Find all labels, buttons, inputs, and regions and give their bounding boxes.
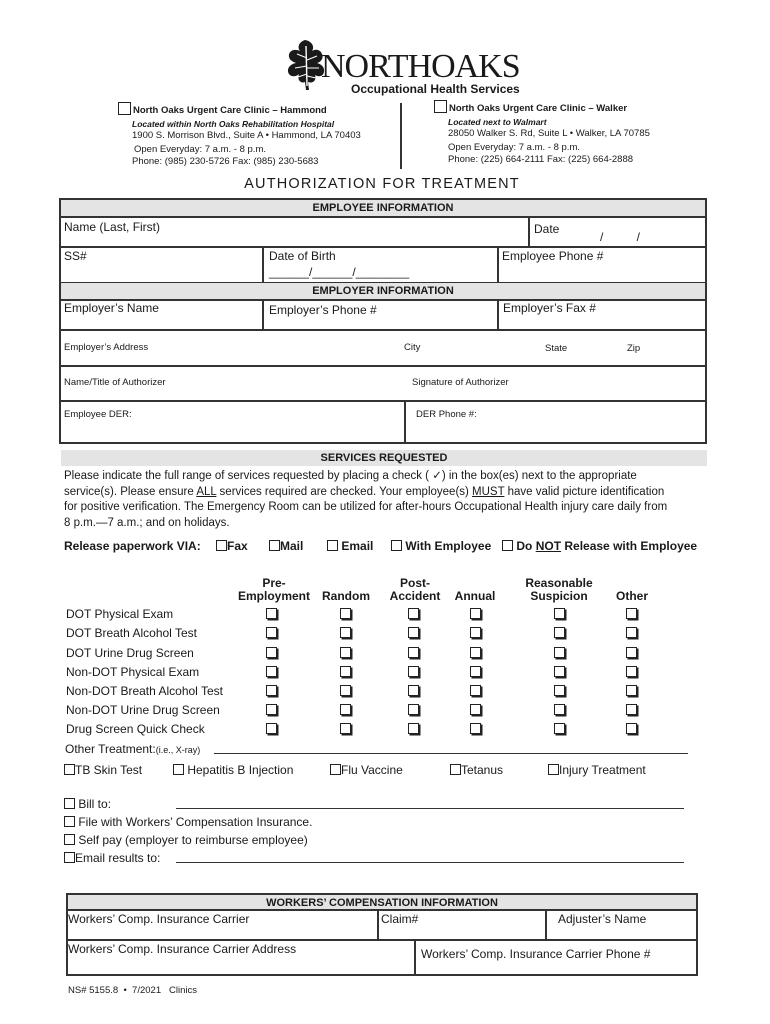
logo-wordmark: NORTHOAKS: [321, 48, 520, 85]
col-text: Employment: [237, 589, 310, 603]
employer-name-label: Employer’s Name: [64, 301, 159, 315]
wc-carrier-address-label: Workers’ Comp. Insurance Carrier Address: [68, 942, 297, 956]
flu-vaccine[interactable]: [330, 763, 403, 777]
employee-name-field[interactable]: [62, 234, 527, 246]
injury-treatment-checkbox[interactable]: [548, 764, 559, 775]
dob-label: Date of Birth: [269, 249, 336, 263]
col-text: Suspicion: [530, 589, 588, 603]
divider: [497, 246, 499, 282]
other-treatment: [65, 742, 200, 756]
date-label: Date: [534, 222, 560, 236]
services-instructions: [64, 469, 714, 531]
clinic-hammond: [118, 102, 361, 168]
wc-carrier-phone-label: Workers’ Comp. Insurance Carrier Phone #: [421, 947, 651, 961]
service-checkbox[interactable]: [340, 704, 351, 715]
service-checkbox[interactable]: [554, 608, 565, 619]
service-checkbox[interactable]: [554, 685, 565, 696]
service-checkbox[interactable]: [266, 704, 277, 715]
release-mail[interactable]: [269, 539, 303, 553]
employee-name-label: Name (Last, First): [64, 220, 161, 234]
bill-to-label: Bill to:: [78, 797, 112, 811]
hepatitis-b-checkbox[interactable]: [173, 764, 184, 775]
hepatitis-b-label: Hepatitis B Injection: [187, 763, 294, 777]
hepatitis-b[interactable]: [173, 763, 293, 777]
service-checkbox[interactable]: [266, 608, 277, 619]
bill-to[interactable]: [64, 797, 111, 811]
dob-field[interactable]: ______/______/________: [269, 265, 410, 279]
col-annual: [450, 590, 500, 603]
employer-info-header: EMPLOYER INFORMATION: [61, 283, 705, 299]
col-post-accident: [385, 577, 445, 603]
bill-to-checkbox[interactable]: [64, 798, 75, 809]
service-checkbox[interactable]: [266, 723, 277, 734]
bill-to-field[interactable]: [176, 808, 684, 809]
service-checkbox[interactable]: [470, 647, 481, 658]
divider: [61, 365, 705, 367]
instructions-line-2: [64, 485, 714, 501]
divider: [528, 216, 530, 246]
release-label: Release paperwork VIA:: [64, 539, 201, 553]
service-checkbox[interactable]: [554, 723, 565, 734]
release-mail-checkbox[interactable]: [269, 540, 280, 551]
email-results-checkbox[interactable]: [64, 852, 75, 863]
service-checkbox[interactable]: [340, 666, 351, 677]
service-checkbox[interactable]: [340, 647, 351, 658]
clinic-walker-hours: Open Everyday: 7 a.m. - 8 p.m.: [448, 142, 580, 153]
divider: [262, 299, 264, 329]
service-checkbox[interactable]: [626, 666, 637, 677]
divider: [262, 246, 264, 282]
der-label: Employee DER:: [64, 409, 132, 420]
service-checkbox[interactable]: [626, 627, 637, 638]
service-row-label: DOT Breath Alcohol Test: [66, 626, 197, 640]
service-checkbox[interactable]: [470, 685, 481, 696]
clinic-hammond-checkbox[interactable]: [118, 102, 131, 115]
other-treatment-field[interactable]: [214, 753, 688, 754]
service-checkbox[interactable]: [626, 704, 637, 715]
service-checkbox[interactable]: [626, 685, 637, 696]
form-title: AUTHORIZATION FOR TREATMENT: [244, 176, 520, 192]
northoaks-logo: [283, 36, 523, 98]
divider: [61, 400, 705, 402]
divider: [68, 909, 696, 911]
self-pay[interactable]: [64, 833, 308, 847]
release-fax-checkbox[interactable]: [216, 540, 227, 551]
other-treatment-note: (i.e., X-ray): [155, 745, 201, 755]
col-pre-employment: [236, 577, 312, 603]
service-checkbox[interactable]: [408, 685, 419, 696]
wc-claim-label: Claim#: [381, 912, 419, 926]
service-checkbox[interactable]: [470, 666, 481, 677]
service-checkbox[interactable]: [626, 647, 637, 658]
zip-label: Zip: [627, 343, 641, 354]
release-not-checkbox[interactable]: [502, 540, 513, 551]
release-email-checkbox[interactable]: [327, 540, 338, 551]
divider: [61, 329, 705, 331]
clinic-walker: [434, 100, 650, 166]
clinic-hammond-hours: Open Everyday: 7 a.m. - 8 p.m.: [134, 144, 266, 155]
employer-fax-label: Employer’s Fax #: [503, 301, 596, 315]
service-checkbox[interactable]: [408, 666, 419, 677]
service-checkbox[interactable]: [340, 608, 351, 619]
self-pay-checkbox[interactable]: [64, 834, 75, 845]
logo-subtitle: Occupational Health Services: [351, 82, 520, 96]
release-not-underlined: NOT: [535, 539, 562, 553]
service-checkbox[interactable]: [626, 608, 637, 619]
service-checkbox[interactable]: [340, 723, 351, 734]
col-text: Other: [615, 589, 648, 603]
service-row-label: Non-DOT Urine Drug Screen: [66, 703, 220, 717]
authorizer-signature-label: Signature of Authorizer: [412, 377, 509, 388]
email-results-field[interactable]: [176, 862, 684, 863]
service-checkbox[interactable]: [554, 627, 565, 638]
form-footer: NS# 5155.8 • 7/2021 Clinics: [68, 985, 198, 996]
service-row-label: Drug Screen Quick Check: [66, 722, 205, 736]
services-header: SERVICES REQUESTED: [61, 450, 707, 466]
file-workers-comp-label: File with Workers’ Compensation Insurance.: [78, 815, 313, 829]
state-label: State: [545, 343, 568, 354]
tetanus-checkbox[interactable]: [450, 764, 461, 775]
date-field[interactable]: / /: [600, 230, 641, 244]
col-text: Pre-: [262, 576, 286, 590]
instructions-text: have valid picture identification: [504, 485, 665, 498]
service-checkbox[interactable]: [470, 627, 481, 638]
authorizer-label: Name/Title of Authorizer: [64, 377, 166, 388]
release-with-employee-checkbox[interactable]: [391, 540, 402, 551]
release-fax[interactable]: [216, 539, 248, 553]
divider: [404, 400, 406, 442]
service-row-label: DOT Physical Exam: [66, 607, 174, 621]
service-checkbox[interactable]: [266, 627, 277, 638]
service-checkbox[interactable]: [340, 685, 351, 696]
service-checkbox[interactable]: [626, 723, 637, 734]
divider: [61, 216, 705, 218]
clinic-hammond-name: North Oaks Urgent Care Clinic – Hammond: [133, 105, 327, 116]
col-other: [608, 590, 656, 603]
employee-phone-label: Employee Phone #: [502, 249, 604, 263]
instructions-line-1: Please indicate the full range of services requested by placing a check ( ✓) in the box(es) next to the appropriate: [64, 470, 637, 482]
self-pay-label: Self pay (employer to reimburse employee): [78, 833, 308, 847]
service-checkbox[interactable]: [408, 627, 419, 638]
flu-vaccine-checkbox[interactable]: [330, 764, 341, 775]
tb-skin-test-label: TB Skin Test: [75, 763, 143, 777]
clinic-walker-location: Located next to Walmart: [448, 117, 547, 127]
tetanus-label: Tetanus: [461, 763, 504, 777]
divider: [545, 909, 547, 939]
divider: [414, 939, 416, 974]
flu-vaccine-label: Flu Vaccine: [341, 763, 403, 777]
city-label: City: [404, 342, 421, 353]
clinic-hammond-location: Located within North Oaks Rehabilitation Hospital: [132, 119, 335, 129]
service-checkbox[interactable]: [340, 627, 351, 638]
release-email-label: Email: [341, 539, 374, 553]
col-text: Reasonable: [525, 576, 593, 590]
injury-treatment-label: Injury Treatment: [559, 763, 646, 777]
divider: [68, 939, 696, 941]
service-checkbox[interactable]: [408, 647, 419, 658]
employee-info-header: EMPLOYEE INFORMATION: [61, 200, 705, 216]
clinic-walker-phone: Phone: (225) 664-2111 Fax: (225) 664-2888: [448, 154, 634, 165]
clinic-walker-checkbox[interactable]: [434, 100, 447, 113]
service-checkbox[interactable]: [266, 685, 277, 696]
divider: [497, 299, 499, 329]
release-mail-label: Mail: [280, 539, 304, 553]
service-checkbox[interactable]: [266, 647, 277, 658]
instructions-all: ALL: [196, 485, 217, 498]
employer-phone-label: Employer’s Phone #: [269, 303, 377, 317]
release-not-with-employee[interactable]: [502, 539, 697, 553]
divider: [377, 909, 379, 939]
file-workers-comp[interactable]: [64, 815, 312, 829]
service-row-label: Non-DOT Physical Exam: [66, 665, 200, 679]
release-fax-label: Fax: [227, 539, 248, 553]
release-not-text: Release with Employee: [561, 539, 698, 553]
service-checkbox[interactable]: [408, 608, 419, 619]
tb-skin-test-checkbox[interactable]: [64, 764, 75, 775]
release-with-employee-label: With Employee: [405, 539, 492, 553]
col-text: Annual: [454, 589, 496, 603]
col-text: Post-: [400, 576, 430, 590]
service-row-label: Non-DOT Breath Alcohol Test: [66, 684, 223, 698]
other-treatment-label: Other Treatment:: [65, 742, 156, 756]
service-checkbox[interactable]: [470, 704, 481, 715]
instructions-text: service(s). Please ensure: [64, 485, 197, 498]
ssn-label: SS#: [64, 249, 87, 263]
release-not-text: Do: [516, 539, 536, 553]
service-checkbox[interactable]: [554, 704, 565, 715]
release-with-employee[interactable]: [391, 539, 491, 553]
wc-carrier-label: Workers’ Comp. Insurance Carrier: [68, 912, 250, 926]
clinic-hammond-address: 1900 S. Morrison Blvd., Suite A • Hammond, LA 70403: [132, 130, 361, 141]
service-checkbox[interactable]: [554, 647, 565, 658]
service-checkbox[interactable]: [470, 608, 481, 619]
service-checkbox[interactable]: [470, 723, 481, 734]
service-row-label: DOT Urine Drug Screen: [66, 646, 194, 660]
instructions-line-3: for positive verification. The Emergency Room can be utilized for after-hours Occupational Health injury care daily from: [64, 501, 668, 513]
file-workers-comp-checkbox[interactable]: [64, 816, 75, 827]
injury-treatment[interactable]: [548, 763, 646, 777]
service-checkbox[interactable]: [554, 666, 565, 677]
instructions-line-4: 8 p.m.—7 a.m.; and on holidays.: [64, 516, 230, 529]
col-reasonable-suspicion: [521, 577, 597, 603]
divider: [61, 246, 705, 248]
clinic-walker-name: North Oaks Urgent Care Clinic – Walker: [449, 103, 628, 114]
email-results-label: Email results to:: [75, 851, 161, 865]
clinic-walker-address: 28050 Walker S. Rd, Suite L • Walker, LA 70785: [448, 128, 650, 139]
email-results[interactable]: [64, 851, 160, 865]
service-checkbox[interactable]: [266, 666, 277, 677]
tetanus[interactable]: [450, 763, 503, 777]
col-random: [318, 590, 374, 603]
col-text: Accident: [389, 589, 441, 603]
release-email[interactable]: [327, 539, 373, 553]
der-phone-label: DER Phone #:: [416, 409, 477, 420]
tb-skin-test[interactable]: [64, 763, 142, 777]
clinic-divider: [400, 103, 402, 169]
service-checkbox[interactable]: [408, 723, 419, 734]
instructions-must: MUST: [472, 485, 505, 498]
workers-comp-header: WORKERS’ COMPENSATION INFORMATION: [68, 895, 696, 911]
service-checkbox[interactable]: [408, 704, 419, 715]
instructions-text: services required are checked. Your employee(s): [216, 485, 473, 498]
employer-address-label: Employer’s Address: [64, 342, 149, 353]
col-text: Random: [322, 589, 370, 603]
clinic-hammond-phone: Phone: (985) 230-5726 Fax: (985) 230-5683: [132, 156, 319, 167]
wc-adjuster-label: Adjuster’s Name: [558, 912, 647, 926]
